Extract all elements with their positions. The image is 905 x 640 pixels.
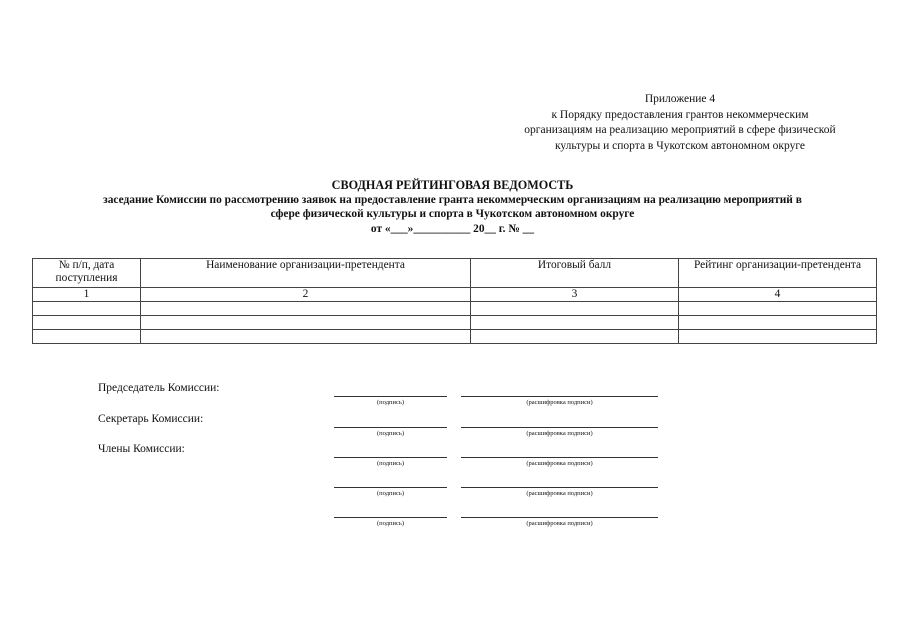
signature-caption: (подпись): [377, 430, 404, 437]
decryption-line: [461, 487, 658, 488]
signature-caption: (подпись): [377, 399, 404, 406]
appendix-line: к Порядку предоставления грантов некоммерческим: [551, 108, 809, 121]
signature-line: [334, 427, 447, 428]
signature-line: [334, 457, 447, 458]
table-cell: [141, 330, 471, 344]
table-header-row: [33, 259, 877, 288]
column-header-organization: Наименование организации-претендента: [141, 259, 471, 288]
table-cell: [141, 302, 471, 316]
column-header-number-date: № п/п, дата поступления: [33, 259, 141, 288]
column-number: 1: [33, 288, 141, 302]
decryption-caption: (расшифровка подписи): [526, 460, 593, 467]
column-header-rating: Рейтинг организации-претендента: [679, 259, 877, 288]
appendix-line: организациям на реализацию мероприятий в сфере физической: [524, 124, 836, 136]
table-cell: [471, 330, 679, 344]
table-cell: [471, 316, 679, 330]
column-header-total-score: Итоговый балл: [471, 259, 679, 288]
decryption-line: [461, 427, 658, 428]
appendix-line: Приложение 4: [644, 93, 716, 105]
column-number: 2: [141, 288, 471, 302]
signature-line: [334, 487, 447, 488]
document-subtitle-line-2: сфере физической культуры и спорта в Чукотском автономном округе: [270, 208, 635, 220]
appendix-line: культуры и спорта в Чукотском автономном округе: [554, 139, 806, 152]
table-cell: [679, 316, 877, 330]
table-cell: [679, 330, 877, 344]
document-date-line: от «___»__________ 20__ г. № __: [370, 222, 535, 235]
signature-caption: (подпись): [377, 520, 404, 527]
table-cell: [33, 316, 141, 330]
table-row: [33, 316, 877, 330]
table-cell: [471, 302, 679, 316]
chairman-label: Председатель Комиссии:: [98, 382, 220, 394]
signature-caption: (подпись): [377, 490, 404, 497]
table-cell: [141, 316, 471, 330]
document-title: СВОДНАЯ РЕЙТИНГОВАЯ ВЕДОМОСТЬ: [331, 178, 574, 192]
table-cell: [33, 330, 141, 344]
decryption-line: [461, 457, 658, 458]
decryption-line: [461, 396, 658, 397]
document-subtitle-line-1: заседание Комиссии по рассмотрению заявок на предоставление гранта некоммерческим организациям на реализацию мероприятий в: [103, 193, 802, 206]
signature-caption: (подпись): [377, 460, 404, 467]
table-row: [33, 302, 877, 316]
decryption-caption: (расшифровка подписи): [526, 399, 593, 406]
signature-line: [334, 396, 447, 397]
column-number: 4: [679, 288, 877, 302]
decryption-caption: (расшифровка подписи): [526, 520, 593, 527]
table-cell: [33, 302, 141, 316]
rating-table: [32, 258, 877, 344]
table-cell: [679, 302, 877, 316]
document-title-block: [40, 178, 865, 236]
decryption-line: [461, 517, 658, 518]
members-label: Члены Комиссии:: [98, 443, 185, 455]
decryption-caption: (расшифровка подписи): [526, 490, 593, 497]
signature-line: [334, 517, 447, 518]
appendix-header: [470, 92, 890, 154]
table-numbering-row: [33, 288, 877, 302]
column-number: 3: [471, 288, 679, 302]
secretary-label: Секретарь Комиссии:: [98, 413, 204, 425]
decryption-caption: (расшифровка подписи): [526, 430, 593, 437]
table-row: [33, 330, 877, 344]
